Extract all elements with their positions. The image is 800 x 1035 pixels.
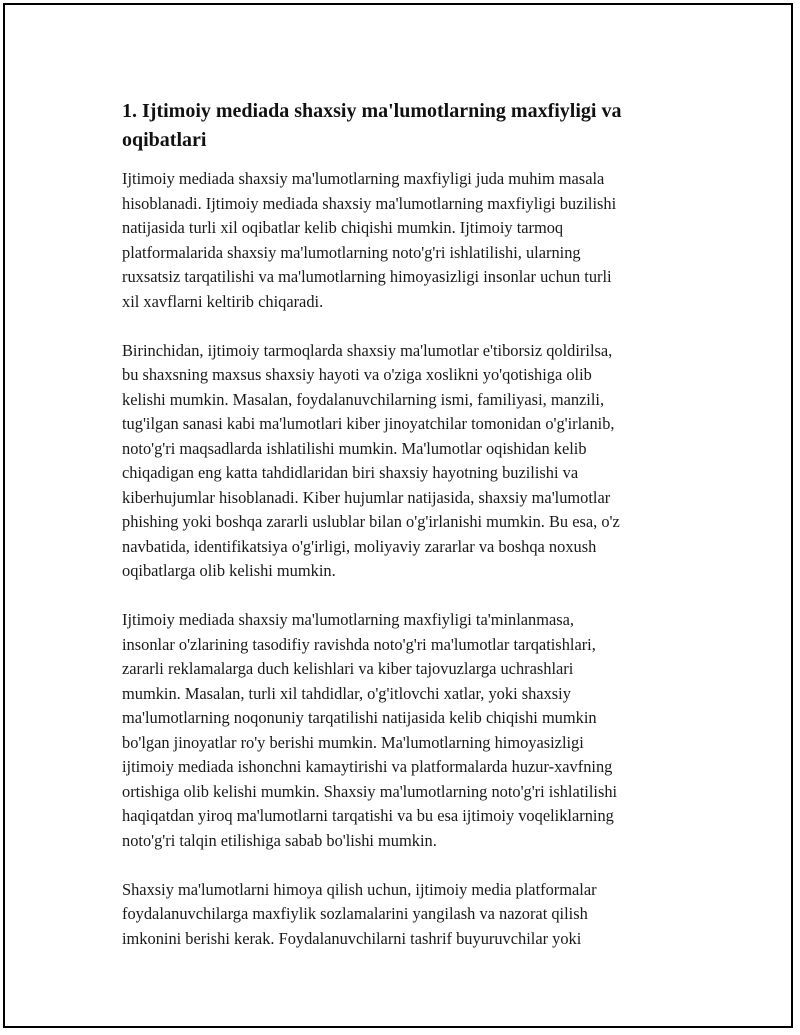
paragraph-line: oqibatlarga olib kelishi mumkin. xyxy=(122,561,336,580)
paragraph-line: mumkin. Masalan, turli xil tahdidlar, o'g'itlovchi xatlar, yoki shaxsiy xyxy=(122,683,571,703)
paragraph-line: natijasida turli xil oqibatlar kelib chiqishi mumkin. Ijtimoiy tarmoq xyxy=(122,218,564,237)
paragraph-line: Ijtimoiy mediada shaxsiy ma'lumotlarning maxfiyligi ta'minlanmasa, xyxy=(122,610,575,629)
paragraph-line: phishing yoki boshqa zararli uslublar bilan o'g'irlanishi mumkin. Bu esa, o'z xyxy=(122,512,620,531)
paragraph-line: kelishi mumkin. Masalan, foydalanuvchilarning ismi, familiyasi, manzili, xyxy=(122,389,605,409)
paragraph-line: ruxsatsiz tarqatilishi va ma'lumotlarning himoyasizligi insonlar uchun turli xyxy=(122,267,612,286)
paragraph-second-point xyxy=(122,608,682,853)
paragraph-line: foydalanuvchilarga maxfiylik sozlamalarini yangilash va nazorat qilish xyxy=(122,904,588,923)
paragraph-line: xil xavflarni keltirib chiqaradi. xyxy=(122,291,324,311)
paragraph-line: ijtimoiy mediada ishonchni kamaytirishi va platformalarda huzur-xavfning xyxy=(122,757,613,776)
heading-line: oqibatlari xyxy=(122,129,207,151)
paragraph-line: chiqadigan eng katta tahdidlaridan biri shaxsiy hayotning buzilishi va xyxy=(122,463,579,482)
paragraph-line: bo'lgan jinoyatlar ro'y berishi mumkin. Ma'lumotlarning himoyasizligi xyxy=(122,732,584,752)
document-content xyxy=(122,97,682,976)
paragraph-first-point xyxy=(122,339,682,584)
paragraph-line: noto'g'ri talqin etilishiga sabab bo'lishi mumkin. xyxy=(122,830,437,850)
paragraph-line: imkonini berishi kerak. Foydalanuvchilarni tashrif buyuruvchilar yoki xyxy=(122,928,582,948)
paragraph-line: ortishiga olib kelishi mumkin. Shaxsiy ma'lumotlarning noto'g'ri ishlatilishi xyxy=(122,781,618,801)
paragraph-line: bu shaxsning maxsus shaxsiy hayoti va o'ziga xoslikni yo'qotishiga olib xyxy=(122,365,592,384)
paragraph-line: navbatida, identifikatsiya o'g'irligi, moliyaviy zararlar va boshqa noxush xyxy=(122,536,597,556)
paragraph-line: tug'ilgan sanasi kabi ma'lumotlari kiber jinoyatchilar tomonidan o'g'irlanib, xyxy=(122,414,615,433)
paragraph-intro xyxy=(122,167,682,314)
paragraph-line: haqiqatdan yiroq ma'lumotlarni tarqatishi va bu esa ijtimoiy voqeliklarning xyxy=(122,806,614,825)
heading-line: 1. Ijtimoiy mediada shaxsiy ma'lumotlarning maxfiyligi va xyxy=(122,100,622,122)
paragraph-line: Ijtimoiy mediada shaxsiy ma'lumotlarning maxfiyligi juda muhim masala xyxy=(122,169,605,188)
section-heading xyxy=(122,97,682,155)
paragraph-protection xyxy=(122,878,682,952)
paragraph-line: insonlar o'zlarining tasodifiy ravishda noto'g'ri ma'lumotlar tarqatishlari, xyxy=(122,634,596,654)
paragraph-line: zararli reklamalarga duch kelishlari va kiber tajovuzlarga uchrashlari xyxy=(122,659,574,678)
page-frame xyxy=(3,3,793,1028)
paragraph-line: Shaxsiy ma'lumotlarni himoya qilish uchun, ijtimoiy media platformalar xyxy=(122,879,597,899)
paragraph-line: noto'g'ri maqsadlarda ishlatilishi mumkin. Ma'lumotlar oqishidan kelib xyxy=(122,438,587,458)
paragraph-line: ma'lumotlarning noqonuniy tarqatilishi natijasida kelib chiqishi mumkin xyxy=(122,708,597,727)
paragraph-line: kiberhujumlar hisoblanadi. Kiber hujumlar natijasida, shaxsiy ma'lumotlar xyxy=(122,487,611,507)
paragraph-line: hisoblanadi. Ijtimoiy mediada shaxsiy ma'lumotlarning maxfiyligi buzilishi xyxy=(122,193,617,213)
paragraph-line: Birinchidan, ijtimoiy tarmoqlarda shaxsiy ma'lumotlar e'tiborsiz qoldirilsa, xyxy=(122,340,613,360)
paragraph-line: platformalarida shaxsiy ma'lumotlarning noto'g'ri ishlatilishi, ularning xyxy=(122,242,581,262)
